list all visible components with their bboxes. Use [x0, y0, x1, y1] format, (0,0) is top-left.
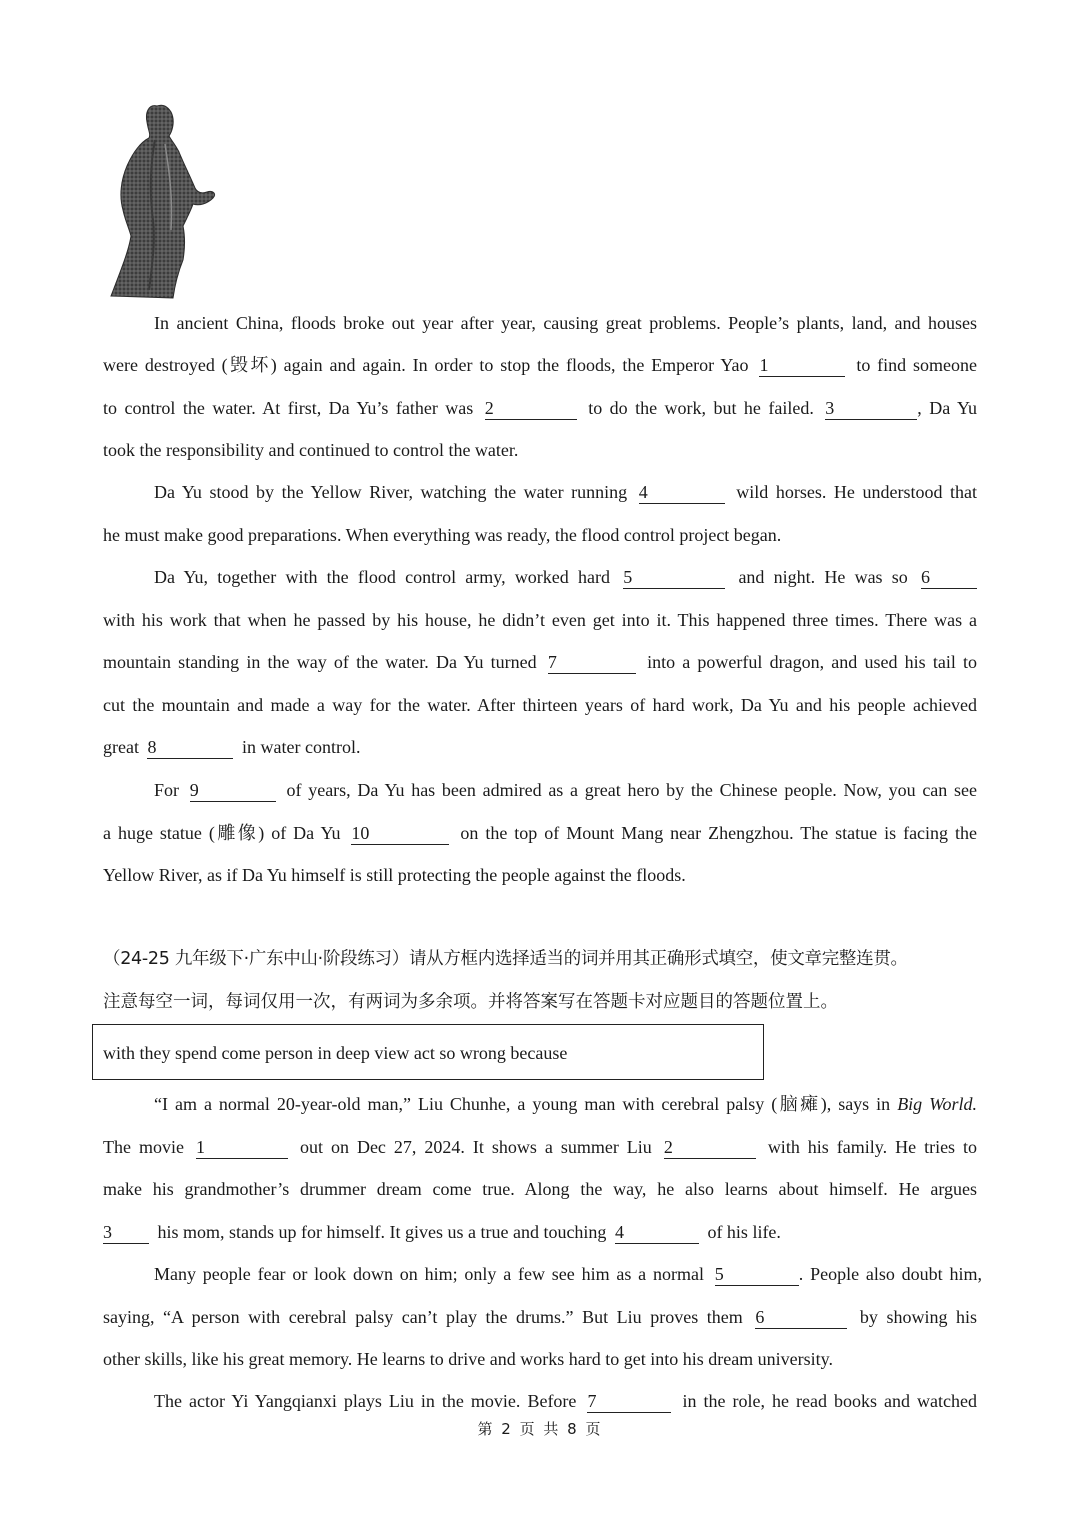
- text-segment: and night. He was so: [738, 567, 908, 587]
- text-line: [103, 769, 977, 812]
- text-line: [103, 1083, 977, 1126]
- question-instructions: [103, 938, 983, 1023]
- text-line: In ancient China, floods broke out year after year, causing great problems. People’s plants, land, and houses: [154, 313, 977, 333]
- text-segment: by showing his: [859, 1306, 978, 1327]
- answer-blank-5[interactable]: 5: [715, 1263, 799, 1286]
- passage1-paragraph-1-cont: [103, 344, 977, 472]
- text-segment: The actor Yi Yangqianxi plays Liu in the movie. Before: [154, 1391, 577, 1411]
- text-segment: with his family. He tries to: [767, 1136, 978, 1157]
- text-line: [103, 1126, 977, 1169]
- page-number: 第 2 页 共 8 页: [477, 1420, 603, 1438]
- text-line: [103, 812, 977, 855]
- answer-blank-2[interactable]: 2: [485, 397, 577, 420]
- text-line: [103, 344, 977, 387]
- text-segment: out on Dec 27, 2024. It shows a summer Liu: [299, 1136, 652, 1157]
- passage1-paragraph-3: [103, 556, 977, 769]
- text-line: make his grandmother’s drummer dream come true. Along the way, he also learns about himself. He argues: [103, 1179, 977, 1199]
- text-segment: “I am a normal 20-year-old man,” Liu Chunhe, a young man with cerebral palsy (脑瘫), says in: [154, 1094, 891, 1114]
- text-line: [103, 726, 977, 769]
- answer-blank-10[interactable]: 10: [351, 822, 449, 845]
- text-segment: Many people fear or look down on him; only a few see him as a normal: [154, 1264, 704, 1284]
- passage1-paragraph-1: [103, 302, 977, 345]
- movie-title: Big World.: [897, 1094, 978, 1114]
- text-line: [103, 1211, 977, 1254]
- text-segment: The movie: [103, 1136, 184, 1157]
- text-line: [103, 1253, 982, 1296]
- instruction-line: （24-25 九年级下·广东中山·阶段练习）请从方框内选择适当的词并用其正确形式填空，使文章完整连贯。: [103, 949, 908, 969]
- passage1-paragraph-4: [103, 769, 977, 897]
- text-segment: on the top of Mount Mang near Zhengzhou. The statue is facing the: [460, 822, 978, 843]
- text-segment: of years, Da Yu has been admired as a great hero by the Chinese people. Now, you can see: [286, 780, 978, 800]
- text-line: [103, 1296, 977, 1339]
- text-segment: were destroyed (毁坏) again and again. In order to stop the floods, the Emperor Yao: [103, 355, 749, 375]
- text-line: he must make good preparations. When everything was ready, the flood control project began.: [103, 524, 782, 545]
- instruction-line: 注意每空一词，每词仅用一次，有两词为多余项。并将答案写在答题卡对应题目的答题位置上。: [103, 991, 838, 1012]
- word-bank-box: with they spend come person in deep view act so wrong because: [92, 1024, 764, 1080]
- answer-blank-7[interactable]: 7: [587, 1390, 671, 1413]
- answer-blank-1[interactable]: 1: [196, 1136, 288, 1159]
- text-segment: , Da Yu: [917, 397, 978, 418]
- answer-blank-4[interactable]: 4: [615, 1221, 699, 1244]
- answer-blank-9[interactable]: 9: [190, 779, 276, 802]
- text-line: Yellow River, as if Da Yu himself is still protecting the people against the floods.: [103, 865, 686, 885]
- answer-blank-7[interactable]: 7: [548, 651, 636, 674]
- text-segment: into a powerful dragon, and used his tail to: [647, 652, 978, 672]
- passage2-paragraph-3: [103, 1380, 977, 1423]
- answer-blank-6[interactable]: 6: [755, 1306, 847, 1329]
- text-segment: great: [103, 737, 139, 757]
- text-line: [103, 471, 977, 514]
- passage1-paragraph-2: [103, 471, 977, 556]
- text-segment: of his life.: [707, 1221, 781, 1242]
- passage2-paragraph-2: [103, 1253, 982, 1381]
- text-line: [103, 641, 977, 684]
- answer-blank-3[interactable]: 3: [103, 1221, 149, 1244]
- text-segment: mountain standing in the way of the water. Da Yu turned: [103, 652, 537, 672]
- text-segment: his mom, stands up for himself. It gives us a true and touching: [157, 1221, 607, 1242]
- text-line: other skills, like his great memory. He learns to drive and works hard to get into his dream university.: [103, 1349, 834, 1369]
- text-segment: a huge statue (雕像) of Da Yu: [103, 822, 341, 843]
- text-segment: wild horses. He understood that: [736, 482, 978, 502]
- text-segment: For: [154, 780, 180, 800]
- text-segment: to do the work, but he failed.: [588, 397, 814, 418]
- statue-illustration: [103, 100, 219, 300]
- text-segment: to find someone: [856, 355, 978, 375]
- text-segment: in the role, he read books and watched: [682, 1391, 978, 1411]
- answer-blank-5[interactable]: 5: [623, 566, 725, 589]
- text-segment: Da Yu, together with the flood control army, worked hard: [154, 567, 610, 587]
- text-line: took the responsibility and continued to control the water.: [103, 440, 519, 460]
- answer-blank-2[interactable]: 2: [664, 1136, 756, 1159]
- text-line: with his work that when he passed by his house, he didn’t even get into it. This happened three times. There was a: [103, 609, 977, 630]
- answer-blank-1[interactable]: 1: [759, 354, 845, 377]
- text-line: cut the mountain and made a way for the water. After thirteen years of hard work, Da Yu and his people achieved: [103, 694, 977, 715]
- text-line: [103, 1380, 977, 1423]
- text-segment: saying, “A person with cerebral palsy can’t play the drums.” But Liu proves them: [103, 1306, 743, 1327]
- answer-blank-6[interactable]: 6: [921, 566, 977, 589]
- answer-blank-4[interactable]: 4: [639, 481, 725, 504]
- text-segment: in water control.: [241, 737, 361, 757]
- answer-blank-8[interactable]: 8: [147, 736, 233, 759]
- answer-blank-3[interactable]: 3: [825, 397, 917, 420]
- text-segment: to control the water. At first, Da Yu’s father was: [103, 397, 474, 418]
- passage2-paragraph-1: [103, 1083, 977, 1253]
- text-segment: Da Yu stood by the Yellow River, watching the water running: [154, 482, 628, 502]
- text-line: [103, 556, 977, 599]
- text-segment: . People also doubt him,: [798, 1264, 982, 1284]
- text-line: [103, 387, 977, 430]
